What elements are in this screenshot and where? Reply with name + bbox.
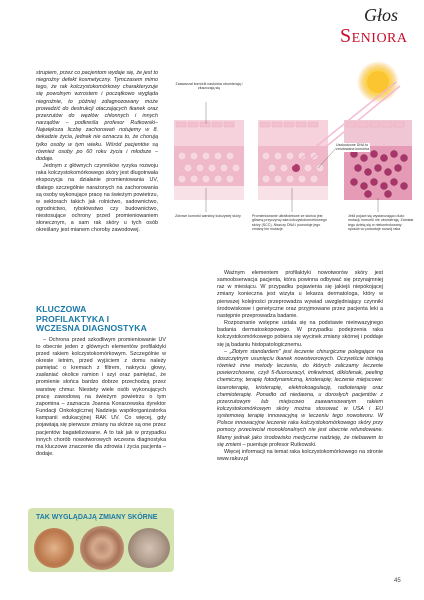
magazine-logo [338, 4, 416, 52]
skin-diagram [168, 80, 416, 250]
diagram-caption-3: Promieniowanie ultrafioletowe ze słońca jest główną przyczyną raka kolczystokomórkowego skóry (SCC). Niszczy DNA i powoduje jego zmiany lne mutacje [252, 214, 327, 232]
skin-changes-box [28, 508, 174, 572]
paragraph-risk-factors [36, 163, 158, 235]
paragraph-diagnosis [217, 320, 383, 349]
intro-paragraph: strupiem, przez co pacjentom wydaje się, że jest to niegroźny defekt kosmetyczny. Tymczasem mimo tego, że rak kolczystokomórkowy charakteryzuje się powolnym wzrostem i początkowo wygląda niegroźnie, to później zdiagnozowany może prowadzić do destrukcji otaczających tkanek oraz przerzutów do węzłów chłonnych i innych narządów – podkreśla profesor Rutkowski– Największa liczbę zachorowań notujemy w 8. dekadzie życia, jednak nie oznacza to, że chorują tylko osoby w tym wieku. Wśród pacjentów są również osoby po 60 roku życia i młodsze – dodaje. [36, 70, 158, 162]
paragraph-treatment [217, 349, 383, 449]
right-column [217, 270, 383, 463]
left-column-lower [36, 305, 166, 458]
paragraph-prevention-text: – Ochrona przed szkodliwym promieniowanie UV to obecnie jeden z głównych elementów profilaktyki przed rakiem kolczystokomórkowym. Szczególnie w okresie letnim, przed wyjściem z domu należy pamiętać o kremach z filtrem, nakryciu głowy, zasłaniać okolice ramion i szyi oraz pamiętać, że promienie słońca bardzo dobrze przechodzą przez warstwę chmur. Niestety wiele osób wykonujących pracę zawodową na świeżym powietrzu o tym zapomina – zaznacza Joanna Konarzewska dyrektor Fundacji Onkologicznej Nadzieja współorganizatorka kampanii edukacyjnej RAK UV. Co więcej, gdy pojawiają się pierwsze zmiany na skórze są one przez pacjentów bagatelizowane. A to tak jak w przypadku innych chorób nowotworowych wczesna diagnostyka ma kluczowe znaczenie dla zdrowia i życia pacjenta – dodaje. [36, 336, 166, 457]
paragraph-treatment-tail: – puentuje profesor Rutkowski. [240, 441, 317, 448]
logo-top-text: Głos [364, 5, 399, 25]
paragraph-risk-factors-text: Jednym z głównych czynników ryzyka rozwoju raka kolczystokomórkowego skóry jest długotrwała ekspozycja na działanie promieniowania UV, dlatego szczególnie narażonych na zachorowania są osoby wykonujące pracę na świeżym powietrzu, w sektorach takich jak rolnictwo, sadownictwo, ogrodnictwo, rybołówstwo czy budownictwo, niestosujące ochrony przed promieniowaniem słonecznym, a sam rak skóry u tych osób określany jest mianem choroby zawodowej. [36, 163, 158, 234]
skin-changes-title: TAK WYGLĄDAJĄ ZMIANY SKÓRNE [36, 514, 158, 521]
diagram-caption-5: Jeśli pojawi się wystarczająco dużo mutacji, komórki nie obumierają. Zamiast tego dzielą się w niekontrolowany sposób co powoduje rozwój raka [348, 214, 414, 232]
diagram-caption-2: Zdrowe komórki warstwy kolczystej skóry [175, 214, 241, 218]
paragraph-prevention [36, 337, 166, 459]
paragraph-treatment-text: – „Złotym standardem" jest leczenie chirurgiczne polegające na doszczętnym usunięciu tkanek nowotworowych. Oczywiście istnieją również inne metody leczenia, do których zaliczamy leczenie powierzchowne, czyli 5-fluorouracyl, imikwimod, diklofenak, peeling chemiczny, terapię fotodynamiczną, krioterapię; leczenie miejscowe: laseroterapię, krioterapię, elektrokoagulację, radioterapię oraz chemioterapię. Ponadto od niedawna, u dorosłych pacjentów z przerzutowym lub miejscowo zaawansowanym rakiem kolczystokomórkowym skóry można stosować w USA i EU systemową terapię innowacyjną w leczeniu tego nowotworu. W Polsce innowacyjne leczenie raka kolczystokomórkowego skóry przy pomocy przeciwciał monoklonalnych nie jest obecnie refundowane. Mamy jednak jako środowisko medyczne nadzieję, że niebawem to się zmieni [217, 348, 383, 448]
logo-bottom-text: Seniora [340, 25, 408, 47]
section-heading: KLUCZOWA PROFILAKTYKA I WCZESNA DIAGNOSTYKA [36, 304, 147, 333]
paragraph-self-observation [217, 270, 383, 320]
left-column [36, 70, 158, 235]
paragraph-self-observation-text: Ważnym elementem profilaktyki nowotworów skóry jest samoobserwacja pacjenta, która powinna odbywać się przynajmniej raz w miesiącu. W przypadku pojawienia się jakiejś niepokojącej zmiany konieczna jest wizyta u lekarza dermatologa, który w pierwszej kolejności przeprowadza wywiad uwzględniający czynniki środowiskowe i genetyczne oraz przyjmowane przez pacjenta leki a następnie przeprowadza badanie. [217, 270, 383, 319]
paragraph-more-info-text: Więcej informacji na temat raka kolczystokomórkowego na stronie www.rakuv.pl [217, 448, 383, 463]
diagram-caption-1: Zaawaczał komórki naskórka obumierają i złuszczają się [175, 82, 243, 91]
skin-lesion-photo-2 [80, 526, 124, 570]
diagram-caption-4: Uszkodzone DNA to zmutowana komórka [336, 143, 370, 152]
paragraph-diagnosis-text: Rozpoznanie wstępne ustala się na podstawie nieinwazyjnego badania dermatoskopowego. W przypadku podejrzenia raka kolczystokomórkowego pobiera się wycinek zmiany skórnej i poddaje się ją badaniu histopatologicznemu. [217, 320, 383, 348]
paragraph-more-info [217, 449, 383, 463]
skin-lesion-photo-1 [34, 528, 74, 568]
skin-lesion-photo-3 [128, 528, 170, 568]
page-number: 45 [394, 578, 401, 584]
